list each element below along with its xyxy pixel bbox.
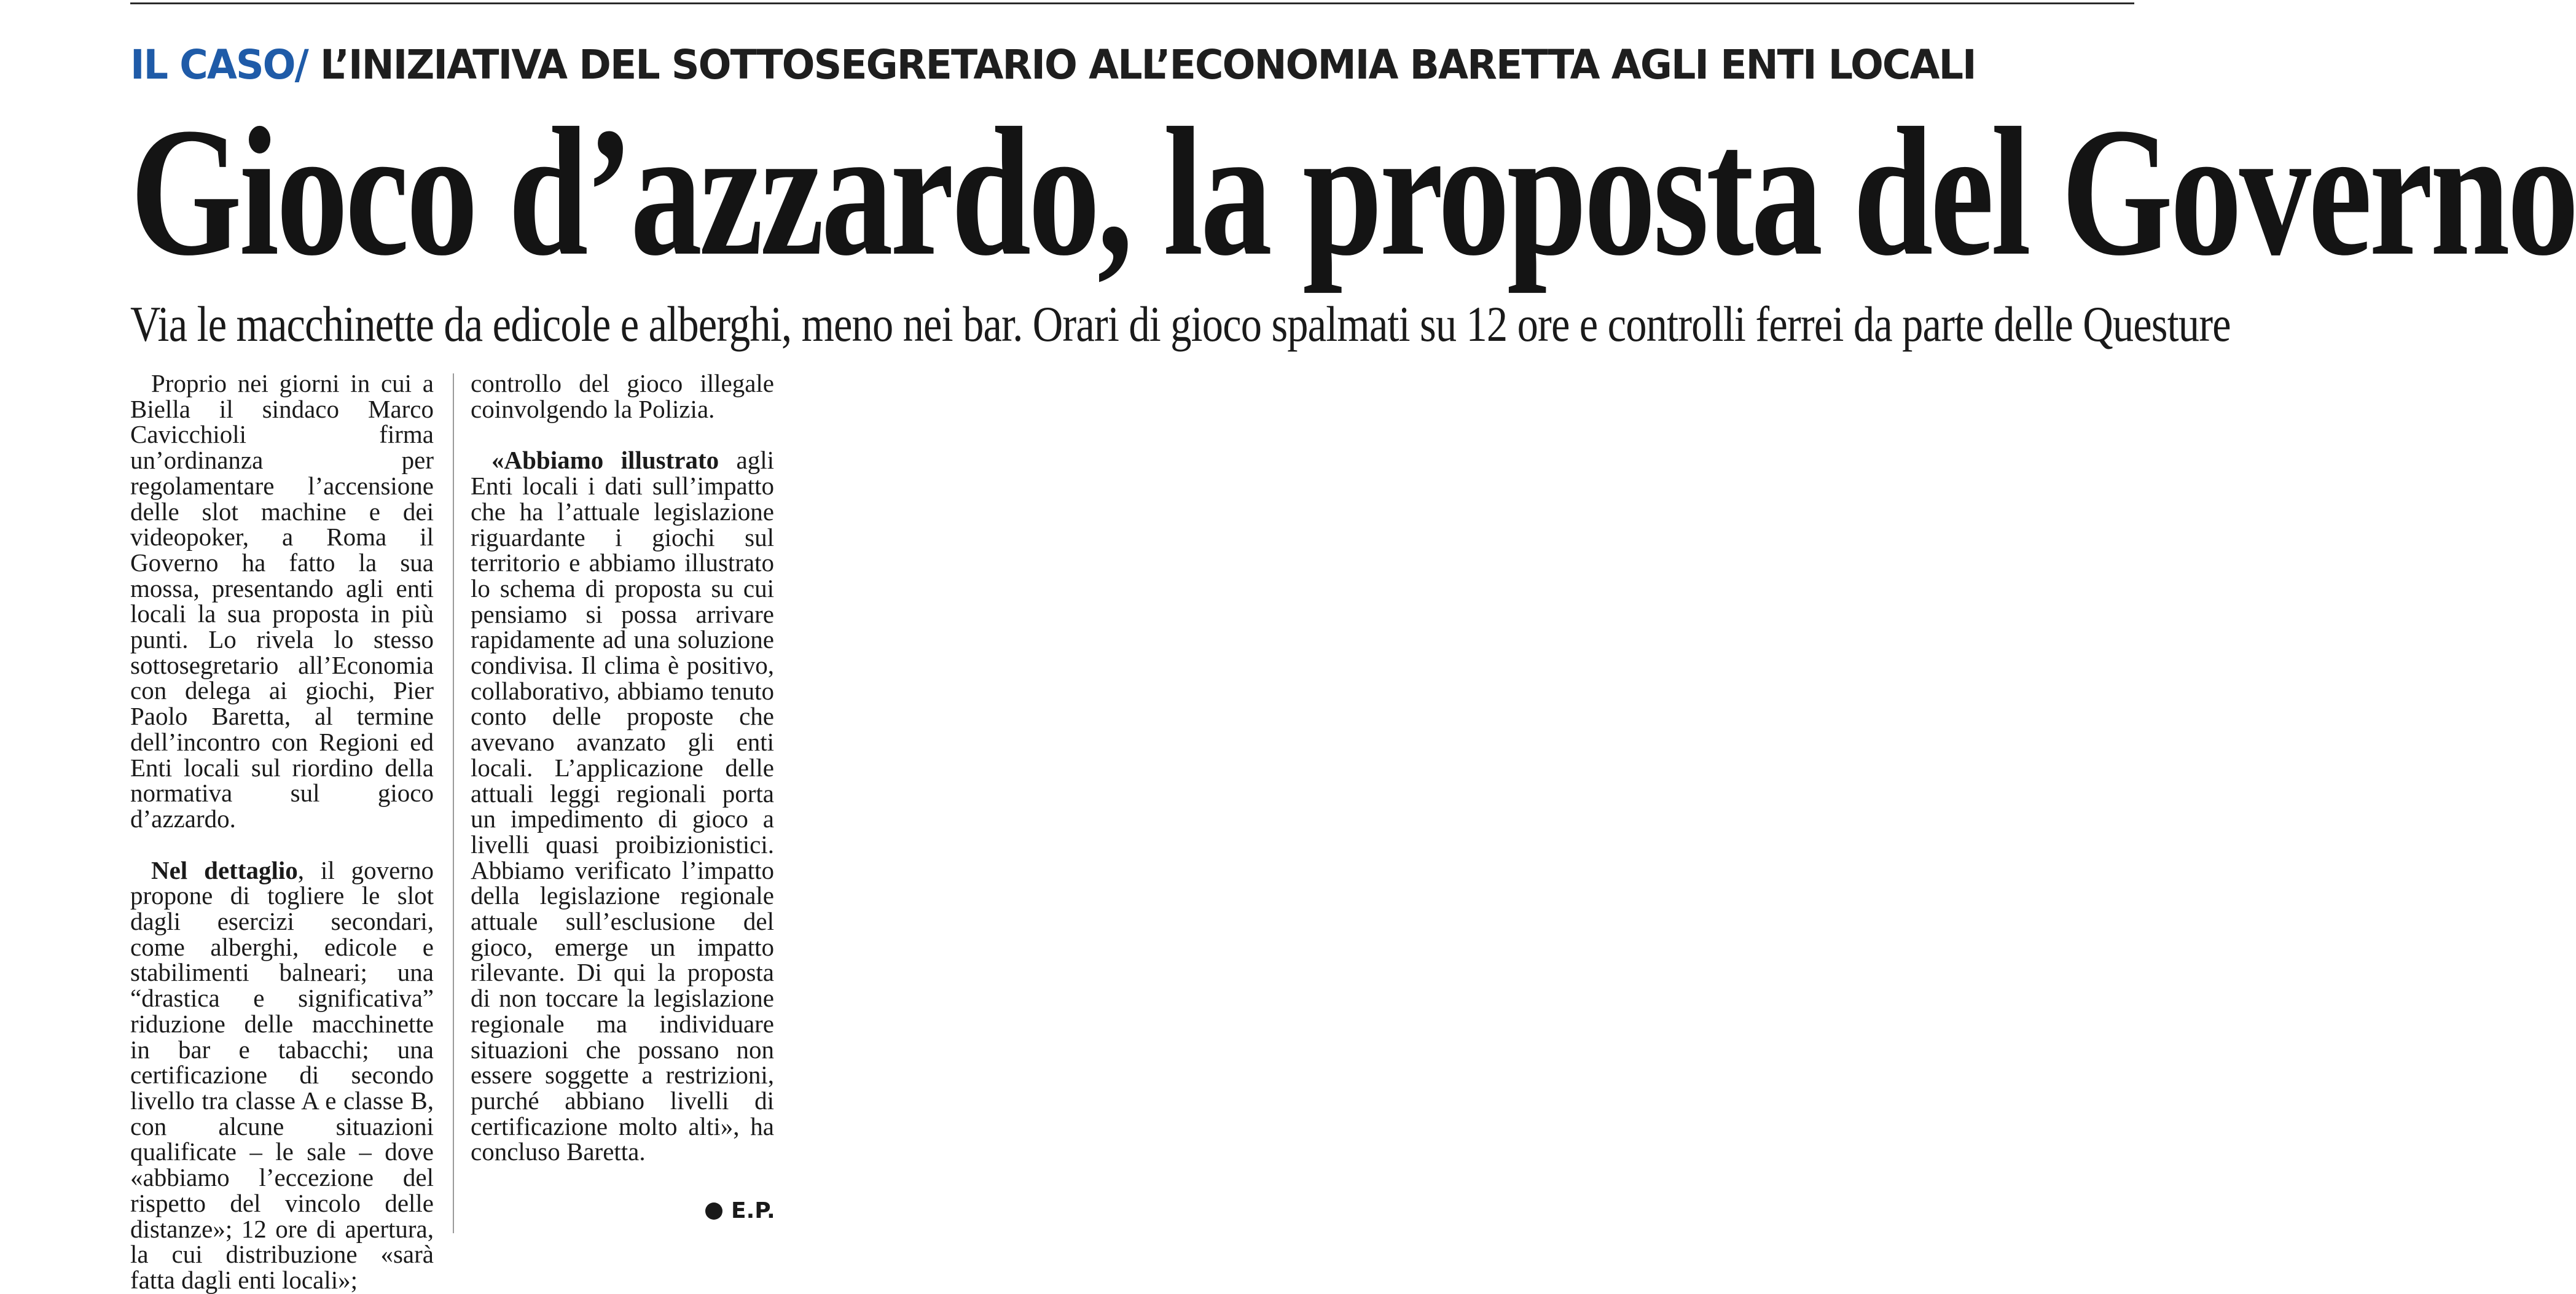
top-rule	[130, 2, 2134, 4]
author-signature	[705, 1198, 775, 1225]
paragraph-2-continued: controllo del gioco illegale coinvolgendo la Polizia.	[471, 369, 774, 423]
subheadline: Via le macchinette da edicole e alberghi, meno nei bar. Orari di gioco spalmati su 12 ore e controlli ferrei da parte delle Questure	[130, 296, 2231, 352]
article-column-2	[471, 371, 774, 1165]
article-paragraph-1: Proprio nei giorni in cui a Biella il sindaco Marco Cavicchioli firma un’ordinanza per regolamentare l’accensione delle slot machine e dei videopoker, a Roma il Governo ha fatto la sua mossa, presentando agli enti locali la sua proposta in più punti. Lo rivela lo stesso sottosegretario all’Economia con delega ai giochi, Pier Paolo Baretta, al termine dell’incontro con Regioni ed Enti locali sul riordino della normativa sul gioco d’azzardo.	[130, 369, 434, 833]
column-divider	[453, 373, 454, 1233]
author-initials: E.P.	[731, 1198, 775, 1223]
paragraph-2-body: , il governo propone di togliere le slot dagli esercizi secondari, come alberghi, edicole e stabilimenti balneari; una “drastica e significativa” riduzione delle macchinette in bar e tabacchi; una certificazione di secondo livello tra classe A e classe B, con alcune situazioni qualificate – le sale – dove «abbiamo l’eccezione del rispetto del vincolo delle distanze»; 12 ore di apertura, la cui distribuzione «sarà fatta dagli enti locali»;	[130, 856, 434, 1294]
article-column-1	[130, 371, 434, 1293]
article-paragraph-3	[471, 448, 774, 1165]
bullet-icon	[705, 1202, 722, 1220]
paragraph-2-lead: Nel dettaglio	[151, 856, 298, 884]
kicker-text: L’INIZIATIVA DEL SOTTOSEGRETARIO ALL’ECONOMIA BARETTA AGLI ENTI LOCALI	[307, 41, 1976, 88]
kicker	[130, 41, 1976, 90]
paragraph-3-lead: «Abbiamo illustrato	[491, 446, 719, 475]
article-paragraph-2	[130, 858, 434, 1293]
paragraph-3-body: agli Enti locali i dati sull’impatto che ha l’attuale legislazione riguardante i giochi sul territorio e abbiamo illustrato lo schema di proposta su cui pensiamo si possa arrivare rapidamente ad una soluzione condivisa. Il clima è positivo, collaborativo, abbiamo tenuto conto delle proposte che avevano avanzato gli enti locali. L’applicazione delle attuali leggi regionali porta un impedimento di gioco a livelli quasi proibizionistici. Abbiamo verificato l’impatto della legislazione regionale attuale sull’esclusione del gioco, emerge un impatto rilevante. Di qui la proposta di non toccare la legislazione regionale ma individuare situazioni che possano non essere soggette a restrizioni, purché abbiano livelli di certificazione molto alti», ha concluso Baretta.	[471, 446, 774, 1166]
kicker-label: IL CASO/	[130, 41, 308, 88]
headline: Gioco d’azzardo, la proposta del Governo	[130, 90, 2576, 294]
